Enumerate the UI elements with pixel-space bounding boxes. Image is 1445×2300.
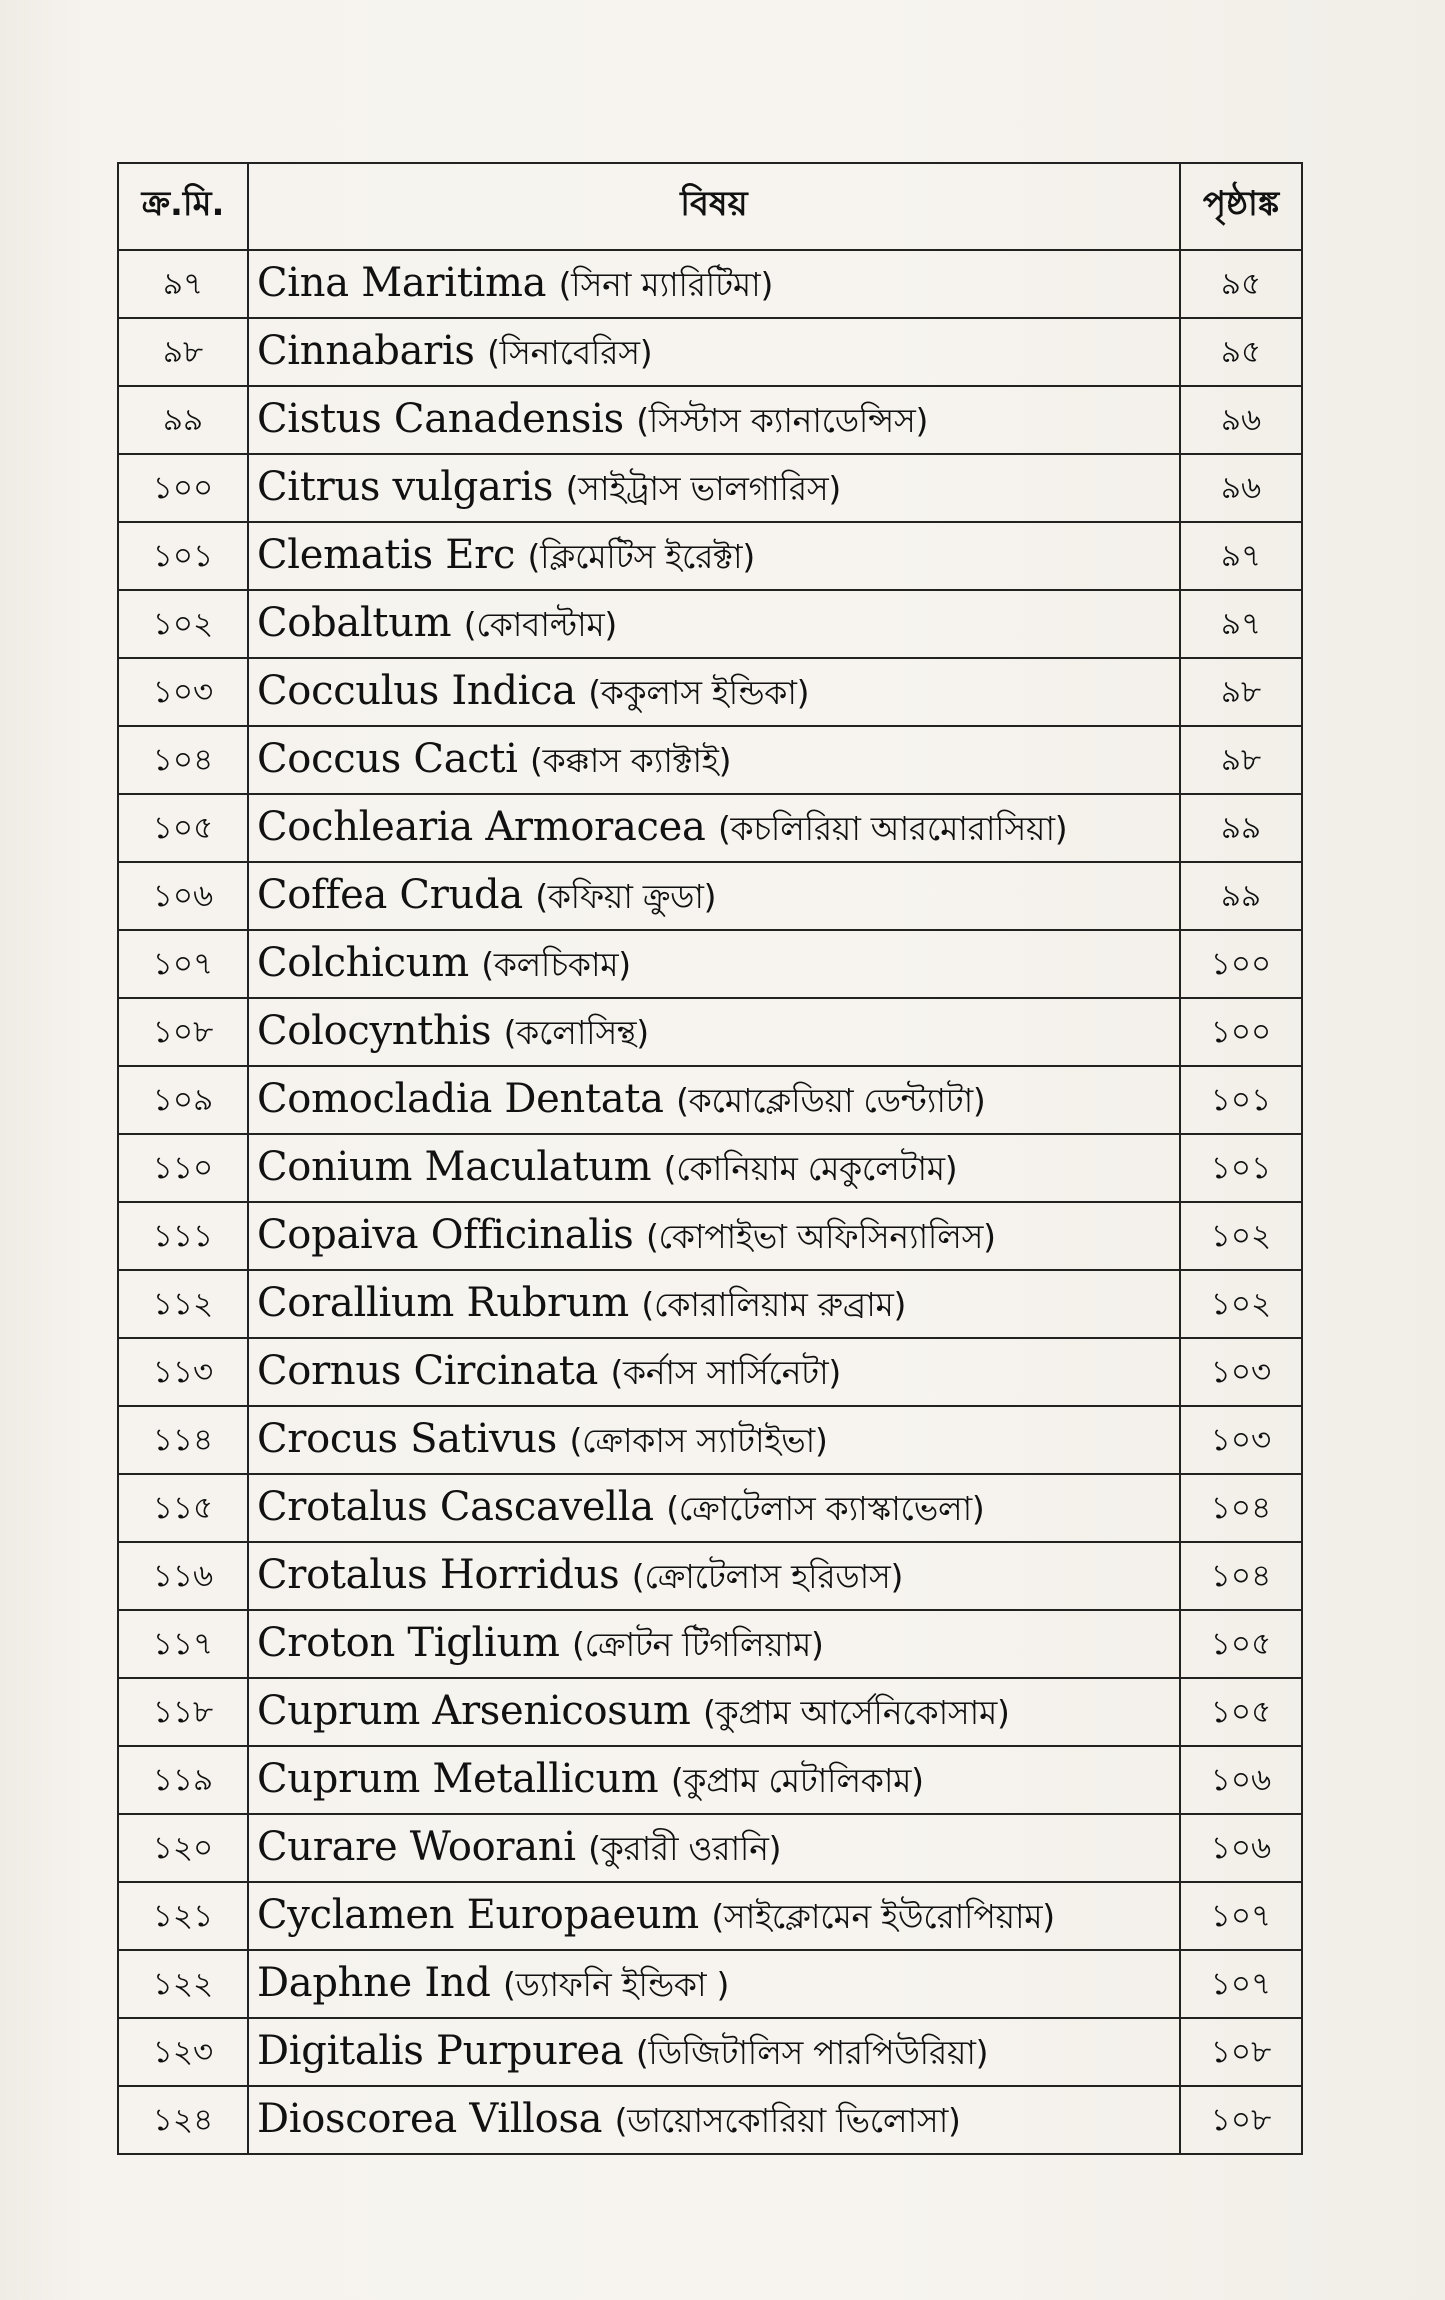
subject-cell	[248, 794, 1180, 862]
remedy-latin-name: Clematis Erc	[257, 532, 516, 578]
table-body	[118, 250, 1302, 2154]
subject-cell	[248, 726, 1180, 794]
serial-number: ১০৪	[118, 726, 248, 794]
remedy-bengali-name: (কুপ্রাম মেটালিকাম)	[670, 1761, 924, 1800]
remedy-bengali-name: (কফিয়া ক্রুডা)	[535, 877, 717, 916]
remedy-bengali-name: (কোবাল্টাম)	[463, 605, 617, 644]
remedy-bengali-name: (সাইট্রাস ভালগারিস)	[565, 469, 841, 508]
remedy-bengali-name: (কক্কাস ক্যাক্টাই)	[530, 741, 732, 780]
remedy-latin-name: Crotalus Cascavella	[257, 1484, 654, 1530]
header-subject: বিষয়	[248, 163, 1180, 250]
serial-number: ১০৫	[118, 794, 248, 862]
page-number: ১০৪	[1180, 1474, 1302, 1542]
table-row	[118, 1474, 1302, 1542]
subject-cell	[248, 1746, 1180, 1814]
remedy-bengali-name: (সিনা ম্যারিটিমা)	[558, 265, 774, 304]
remedy-latin-name: Copaiva Officinalis	[257, 1212, 634, 1258]
table-row	[118, 726, 1302, 794]
serial-number: ১১৮	[118, 1678, 248, 1746]
page-number: ১০৭	[1180, 1950, 1302, 2018]
remedy-bengali-name: (কোপাইভা অফিসিন্যালিস)	[645, 1217, 996, 1256]
table-row	[118, 862, 1302, 930]
header-serial: ক্র.মি.	[118, 163, 248, 250]
serial-number: ১২১	[118, 1882, 248, 1950]
page-number: ১০১	[1180, 1066, 1302, 1134]
page-number: ১০২	[1180, 1202, 1302, 1270]
serial-number: ১১১	[118, 1202, 248, 1270]
subject-cell	[248, 1610, 1180, 1678]
remedy-latin-name: Citrus vulgaris	[257, 464, 554, 510]
serial-number: ১২০	[118, 1814, 248, 1882]
table-row	[118, 658, 1302, 726]
remedy-bengali-name: (কোনিয়াম মেকুলেটাম)	[663, 1149, 958, 1188]
serial-number: ১১৩	[118, 1338, 248, 1406]
subject-cell	[248, 862, 1180, 930]
remedy-latin-name: Cuprum Metallicum	[257, 1756, 659, 1802]
page-number: ৯৭	[1180, 590, 1302, 658]
subject-cell	[248, 1882, 1180, 1950]
subject-cell	[248, 1202, 1180, 1270]
serial-number: ১১৯	[118, 1746, 248, 1814]
table-row	[118, 1678, 1302, 1746]
table-row	[118, 998, 1302, 1066]
subject-cell	[248, 930, 1180, 998]
remedy-latin-name: Croton Tiglium	[257, 1620, 560, 1666]
page-number: ৯৯	[1180, 862, 1302, 930]
remedy-bengali-name: (ডিজিটালিস পারপিউরিয়া)	[635, 2033, 989, 2072]
page-number: ১০১	[1180, 1134, 1302, 1202]
table-row	[118, 386, 1302, 454]
remedy-latin-name: Crocus Sativus	[257, 1416, 558, 1462]
page-number: ১০৮	[1180, 2018, 1302, 2086]
subject-cell	[248, 2086, 1180, 2154]
serial-number: ১১৫	[118, 1474, 248, 1542]
remedy-latin-name: Crotalus Horridus	[257, 1552, 620, 1598]
remedy-bengali-name: (ড্যাফনি ইন্ডিকা )	[503, 1965, 730, 2004]
remedy-bengali-name: (কর্নাস সার্সিনেটা)	[610, 1353, 841, 1392]
remedy-latin-name: Colocynthis	[257, 1008, 492, 1054]
subject-cell	[248, 1338, 1180, 1406]
table-row	[118, 2018, 1302, 2086]
serial-number: ১০৮	[118, 998, 248, 1066]
page-number: ৯৭	[1180, 522, 1302, 590]
subject-cell	[248, 1134, 1180, 1202]
remedy-latin-name: Comocladia Dentata	[257, 1076, 664, 1122]
subject-cell	[248, 1950, 1180, 2018]
remedy-bengali-name: (কুরারী ওরানি)	[588, 1829, 782, 1868]
serial-number: ১১২	[118, 1270, 248, 1338]
remedy-latin-name: Corallium Rubrum	[257, 1280, 629, 1326]
subject-cell	[248, 998, 1180, 1066]
table-row	[118, 1406, 1302, 1474]
remedy-bengali-name: (কোরালিয়াম রুব্রাম)	[641, 1285, 907, 1324]
page-number: ৯৫	[1180, 318, 1302, 386]
table-row	[118, 522, 1302, 590]
page-number: ৯৫	[1180, 250, 1302, 318]
remedy-latin-name: Coffea Cruda	[257, 872, 523, 918]
serial-number: ১১০	[118, 1134, 248, 1202]
page-number: ১০৩	[1180, 1338, 1302, 1406]
page-number: ১০৫	[1180, 1610, 1302, 1678]
remedy-bengali-name: (ককুলাস ইন্ডিকা)	[588, 673, 810, 712]
subject-cell	[248, 1270, 1180, 1338]
page-number: ৯৮	[1180, 726, 1302, 794]
remedy-latin-name: Colchicum	[257, 940, 469, 986]
page-number: ১০৮	[1180, 2086, 1302, 2154]
serial-number: ১০৩	[118, 658, 248, 726]
serial-number: ১০১	[118, 522, 248, 590]
table-row	[118, 1610, 1302, 1678]
remedy-latin-name: Cyclamen Europaeum	[257, 1892, 699, 1938]
remedy-bengali-name: (ক্রোটন টিগলিয়াম)	[572, 1625, 824, 1664]
remedy-latin-name: Cistus Canadensis	[257, 396, 624, 442]
page-number: ১০৬	[1180, 1746, 1302, 1814]
subject-cell	[248, 1406, 1180, 1474]
remedy-latin-name: Dioscorea Villosa	[257, 2096, 603, 2142]
page-number: ১০৭	[1180, 1882, 1302, 1950]
remedy-bengali-name: (কচলিরিয়া আরমোরাসিয়া)	[717, 809, 1068, 848]
subject-cell	[248, 1678, 1180, 1746]
serial-number: ১০৯	[118, 1066, 248, 1134]
table-row	[118, 794, 1302, 862]
serial-number: ১১৭	[118, 1610, 248, 1678]
table-row	[118, 1814, 1302, 1882]
remedy-latin-name: Conium Maculatum	[257, 1144, 652, 1190]
table-row	[118, 590, 1302, 658]
remedy-bengali-name: (ক্লিমেটিস ইরেক্টা)	[527, 537, 755, 576]
remedy-latin-name: Cuprum Arsenicosum	[257, 1688, 691, 1734]
remedy-bengali-name: (ক্রোকাস স্যাটাইভা)	[569, 1421, 828, 1460]
serial-number: ৯৯	[118, 386, 248, 454]
remedy-bengali-name: (কলচিকাম)	[481, 945, 631, 984]
remedy-bengali-name: (সাইক্লোমেন ইউরোপিয়াম)	[711, 1897, 1055, 1936]
serial-number: ১০৬	[118, 862, 248, 930]
page-number: ৯৬	[1180, 454, 1302, 522]
serial-number: ১২৪	[118, 2086, 248, 2154]
table-row	[118, 454, 1302, 522]
page-number: ৯৮	[1180, 658, 1302, 726]
serial-number: ১০৭	[118, 930, 248, 998]
subject-cell	[248, 386, 1180, 454]
table-row	[118, 1950, 1302, 2018]
table-row	[118, 1542, 1302, 1610]
remedy-bengali-name: (সিনাবেরিস)	[487, 333, 653, 372]
serial-number: ৯৭	[118, 250, 248, 318]
page-number: ১০২	[1180, 1270, 1302, 1338]
remedy-latin-name: Digitalis Purpurea	[257, 2028, 624, 2074]
remedy-latin-name: Cobaltum	[257, 600, 452, 646]
subject-cell	[248, 318, 1180, 386]
serial-number: ১০২	[118, 590, 248, 658]
page-number: ১০৬	[1180, 1814, 1302, 1882]
page-number: ১০৫	[1180, 1678, 1302, 1746]
remedy-bengali-name: (কুপ্রাম আর্সেনিকোসাম)	[703, 1693, 1010, 1732]
table-row	[118, 1882, 1302, 1950]
remedy-bengali-name: (সিস্টাস ক্যানাডেন্সিস)	[636, 401, 929, 440]
remedy-latin-name: Cina Maritima	[257, 260, 547, 306]
remedy-bengali-name: (কলোসিন্থ)	[503, 1013, 649, 1052]
subject-cell	[248, 1542, 1180, 1610]
header-page: পৃষ্ঠাঙ্ক	[1180, 163, 1302, 250]
remedy-bengali-name: (ক্রোটেলাস ক্যাস্কাভেলা)	[666, 1489, 985, 1528]
subject-cell	[248, 522, 1180, 590]
table-row	[118, 250, 1302, 318]
table-row	[118, 1134, 1302, 1202]
subject-cell	[248, 454, 1180, 522]
subject-cell	[248, 2018, 1180, 2086]
serial-number: ১০০	[118, 454, 248, 522]
serial-number: ৯৮	[118, 318, 248, 386]
serial-number: ১২৩	[118, 2018, 248, 2086]
table-row	[118, 1746, 1302, 1814]
table-row	[118, 1270, 1302, 1338]
remedy-latin-name: Cornus Circinata	[257, 1348, 599, 1394]
table-row	[118, 1066, 1302, 1134]
table-row	[118, 1202, 1302, 1270]
page-number: ১০৩	[1180, 1406, 1302, 1474]
serial-number: ১২২	[118, 1950, 248, 2018]
remedy-latin-name: Cinnabaris	[257, 328, 475, 374]
page-number: ১০৪	[1180, 1542, 1302, 1610]
table-row	[118, 2086, 1302, 2154]
page-number: ১০০	[1180, 998, 1302, 1066]
remedy-latin-name: Cochlearia Armoracea	[257, 804, 706, 850]
index-table	[117, 162, 1303, 2155]
subject-cell	[248, 658, 1180, 726]
page-number: ৯৯	[1180, 794, 1302, 862]
subject-cell	[248, 1814, 1180, 1882]
subject-cell	[248, 1474, 1180, 1542]
page-number: ৯৬	[1180, 386, 1302, 454]
remedy-bengali-name: (ডায়োসকোরিয়া ভিলোসা)	[614, 2101, 961, 2140]
serial-number: ১১৬	[118, 1542, 248, 1610]
serial-number: ১১৪	[118, 1406, 248, 1474]
remedy-bengali-name: (কমোক্লেডিয়া ডেন্ট্যাটা)	[676, 1081, 986, 1120]
remedy-latin-name: Curare Woorani	[257, 1824, 576, 1870]
remedy-latin-name: Cocculus Indica	[257, 668, 576, 714]
subject-cell	[248, 590, 1180, 658]
remedy-latin-name: Coccus Cacti	[257, 736, 518, 782]
page-number: ১০০	[1180, 930, 1302, 998]
subject-cell	[248, 250, 1180, 318]
subject-cell	[248, 1066, 1180, 1134]
header-row	[118, 163, 1302, 250]
table-row	[118, 930, 1302, 998]
remedy-bengali-name: (ক্রোটেলাস হরিডাস)	[631, 1557, 904, 1596]
table-row	[118, 1338, 1302, 1406]
table-row	[118, 318, 1302, 386]
remedy-latin-name: Daphne Ind	[257, 1960, 491, 2006]
